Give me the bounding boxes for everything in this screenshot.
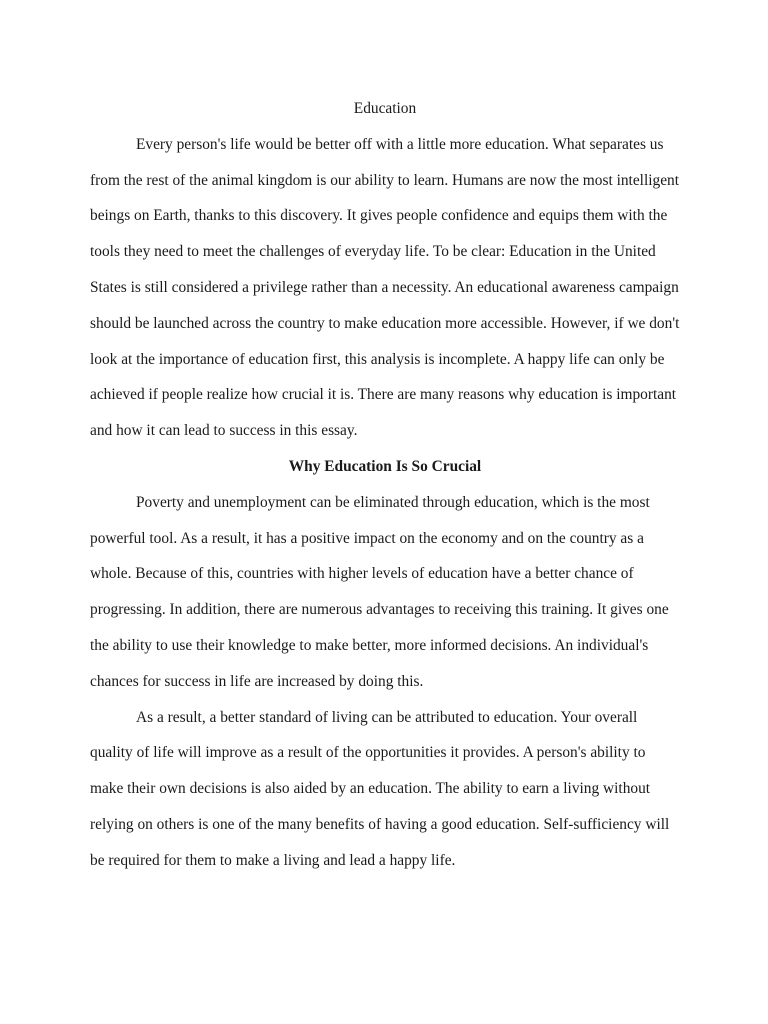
document-body (90, 91, 680, 879)
section-heading: Why Education Is So Crucial (288, 457, 482, 475)
body-paragraph-1: Poverty and unemployment can be eliminated through education, which is the most powerful tool. As a result, it has a positive impact on the economy and on the country as a whole. Because of this, countries with higher levels of education have a better chance of progressing. In addition, there are numerous advantages to receiving this training. It gives one the ability to use their knowledge to make better, more informed decisions. An individual's chances for success in life are increased by doing this. (90, 493, 669, 690)
body-paragraph-2: As a result, a better standard of living can be attributed to education. Your overall quality of life will improve as a result of the opportunities it provides. A person's ability to make their own decisions is also aided by an education. The ability to earn a living without relying on others is one of the many benefits of having a good education. Self-sufficiency will be required for them to make a living and lead a happy life. (90, 708, 670, 869)
intro-paragraph: Every person's life would be better off with a little more education. What separates us from the rest of the animal kingdom is our ability to learn. Humans are now the most intelligent beings on Earth, thanks to this discovery. It gives people confidence and equips them with the tools they need to meet the challenges of everyday life. To be clear: Education in the United States is still considered a privilege rather than a necessity. An educational awareness campaign should be launched across the country to make education more accessible. However, if we don't look at the importance of education first, this analysis is incomplete. A happy life can only be achieved if people realize how crucial it is. There are many reasons why education is important and how it can lead to success in this essay. (90, 135, 680, 440)
document-title: Education (353, 100, 417, 117)
